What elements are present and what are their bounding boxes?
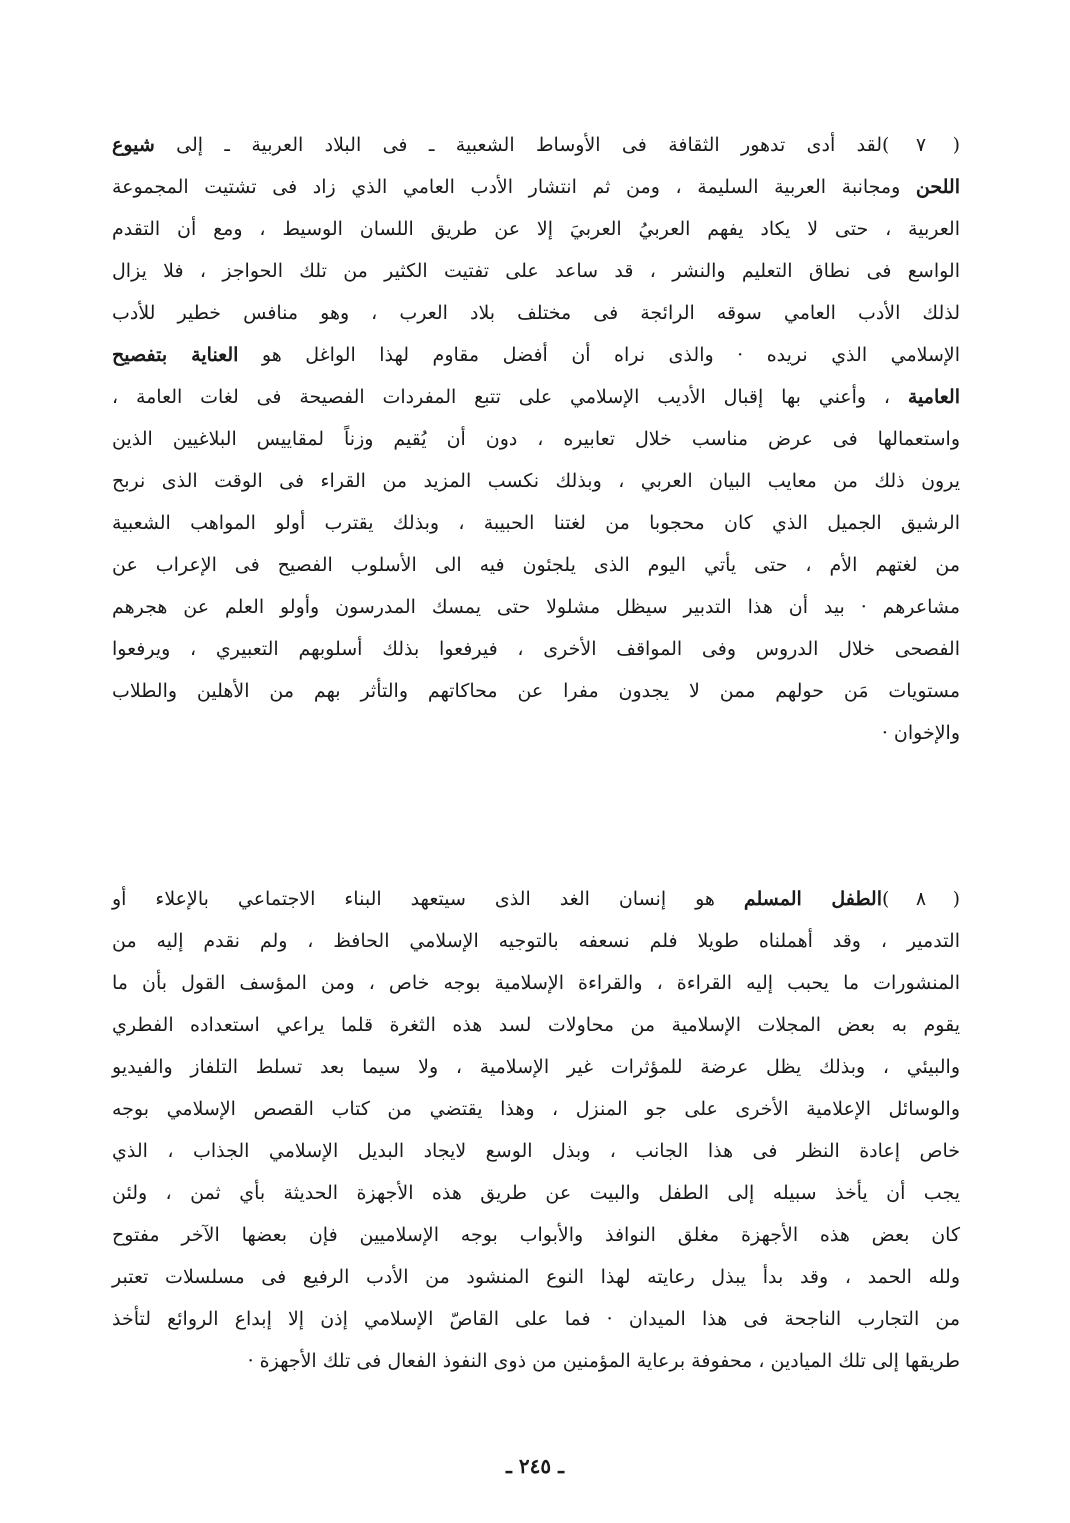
text-line xyxy=(112,878,960,920)
line-text: مشاعرهم · بيد أن هذا التدبير سيظل مشلولا حتى يمسك المدرسون وأولو العلم عن هجرهم xyxy=(112,596,960,618)
page-number: ـ ٢٤٥ ـ xyxy=(506,1454,564,1478)
text-line xyxy=(112,712,960,754)
line-text: المنشورات ما يحبب إليه القراءة ، والقراءة الإسلامية بوجه خاص ، ومن المؤسف القول بأن ما xyxy=(112,972,960,994)
line-text: والبيئي ، وبذلك يظل عرضة للمؤثرات غير الإسلامية ، ولا سيما بعد تسلط التلفاز والفيديو xyxy=(112,1056,960,1078)
line-text: لذلك الأدب العامي سوقه الرائجة فى مختلف بلاد العرب ، وهو منافس خطير للأدب xyxy=(112,302,960,324)
text-line xyxy=(112,418,960,460)
line-text: لقد أدى تدهور الثقافة فى الأوساط الشعبية ـ فى البلاد العربية ـ إلى xyxy=(154,134,882,156)
paragraph-7 xyxy=(112,124,960,754)
line-text: من التجارب الناجحة فى هذا الميدان · فما على القاصّ الإسلامي إذن إلا إبداع الروائع لتأخذ xyxy=(112,1308,960,1330)
text-line xyxy=(112,544,960,586)
text-line xyxy=(112,1088,960,1130)
bold-phrase: العامية xyxy=(907,386,960,408)
text-line xyxy=(112,1130,960,1172)
line-text: الإسلامي الذي نريده · والذى نراه أن أفضل مقاوم لهذا الواغل هو xyxy=(238,344,960,366)
paragraph-8 xyxy=(112,878,960,1382)
text-line xyxy=(112,1298,960,1340)
line-text: خاص إعادة النظر فى هذا الجانب ، وبذل الوسع لايجاد البديل الإسلامي الجذاب ، الذي xyxy=(112,1140,960,1162)
text-line xyxy=(112,166,960,208)
text-line xyxy=(112,250,960,292)
line-text: هو إنسان الغد الذى سيتعهد البناء الاجتماعي بالإعلاء أو xyxy=(112,888,744,910)
paragraph-number: ( ٨ ) xyxy=(881,888,960,910)
line-text: ومجانبة العربية السليمة ، ومن ثم انتشار الأدب العامي الذي زاد فى تشتيت المجموعة xyxy=(112,176,916,198)
text-line xyxy=(112,334,960,376)
paragraph-number: ( ٧ ) xyxy=(882,134,960,156)
line-text: مستويات مَن حولهم ممن لا يجدون مفرا عن محاكاتهم والتأثر بهم من الأهلين والطلاب xyxy=(112,680,960,702)
line-text: والوسائل الإعلامية الأخرى على جو المنزل ، وهذا يقتضي من كتاب القصص الإسلامي بوجه xyxy=(112,1098,960,1120)
line-text: يرون ذلك من معايب البيان العربي ، وبذلك نكسب المزيد من القراء فى الوقت الذى نربح xyxy=(112,470,960,492)
line-text: العربية ، حتى لا يكاد يفهم العربيُ العربيَ إلا عن طريق اللسان الوسيط ، ومع أن التقدم xyxy=(112,218,960,240)
line-text: من لغتهم الأم ، حتى يأتي اليوم الذى يلجئون فيه الى الأسلوب الفصيح فى الإعراب عن xyxy=(112,554,960,576)
text-line xyxy=(112,962,960,1004)
text-line xyxy=(112,1172,960,1214)
text-line xyxy=(112,586,960,628)
line-text: ولله الحمد ، وقد بدأ يبذل رعايته لهذا النوع المنشود من الأدب الرفيع فى مسلسلات تعتبر xyxy=(112,1266,960,1288)
bold-phrase: الطفل المسلم xyxy=(743,888,882,910)
line-text: كان بعض هذه الأجهزة مغلق النوافذ والأبواب بوجه الإسلاميين فإن بعضها الآخر مفتوح xyxy=(112,1224,960,1246)
text-line xyxy=(112,920,960,962)
line-text: طريقها إلى تلك الميادين ، محفوفة برعاية المؤمنين من ذوى النفوذ الفعال فى تلك الأجهزة · xyxy=(247,1350,960,1372)
text-line xyxy=(112,208,960,250)
line-text: واستعمالها فى عرض مناسب خلال تعابيره ، دون أن يُقيم وزناً لمقاييس البلاغيين الذين xyxy=(112,428,960,450)
text-line xyxy=(112,1004,960,1046)
text-line xyxy=(112,1214,960,1256)
text-line xyxy=(112,1046,960,1088)
text-line xyxy=(112,1256,960,1298)
line-text: يجب أن يأخذ سبيله إلى الطفل والبيت عن طريق هذه الأجهزة الحديثة بأي ثمن ، ولئن xyxy=(112,1182,960,1204)
text-line xyxy=(112,124,960,166)
line-text: الواسع فى نطاق التعليم والنشر ، قد ساعد على تفتيت الكثير من تلك الحواجز ، فلا يزال xyxy=(112,260,960,282)
text-line xyxy=(112,460,960,502)
line-text: والإخوان · xyxy=(881,722,960,744)
text-line xyxy=(112,1340,960,1382)
bold-phrase: العناية بتفصيح xyxy=(112,344,239,366)
bold-phrase: شيوع xyxy=(112,134,155,156)
line-text: التدمير ، وقد أهملناه طويلا فلم نسعفه بالتوجيه الإسلامي الحافظ ، ولم نقدم إليه من xyxy=(112,930,960,952)
text-line xyxy=(112,628,960,670)
line-text: ، وأعني بها إقبال الأديب الإسلامي على تتبع المفردات الفصيحة فى لغات العامة ، xyxy=(112,386,908,408)
bold-phrase: اللحن xyxy=(915,176,960,198)
line-text: يقوم به بعض المجلات الإسلامية من محاولات لسد هذه الثغرة قلما يراعي استعداده الفطري xyxy=(112,1014,961,1036)
text-line xyxy=(112,502,960,544)
line-text: الرشيق الجميل الذي كان محجوبا من لغتنا الحبيبة ، وبذلك يقترب أولو المواهب الشعبية xyxy=(112,512,960,534)
line-text: الفصحى خلال الدروس وفى المواقف الأخرى ، فيرفعوا بذلك أسلوبهم التعبيري ، ويرفعوا xyxy=(112,638,960,660)
text-line xyxy=(112,376,960,418)
text-line xyxy=(112,292,960,334)
text-line xyxy=(112,670,960,712)
